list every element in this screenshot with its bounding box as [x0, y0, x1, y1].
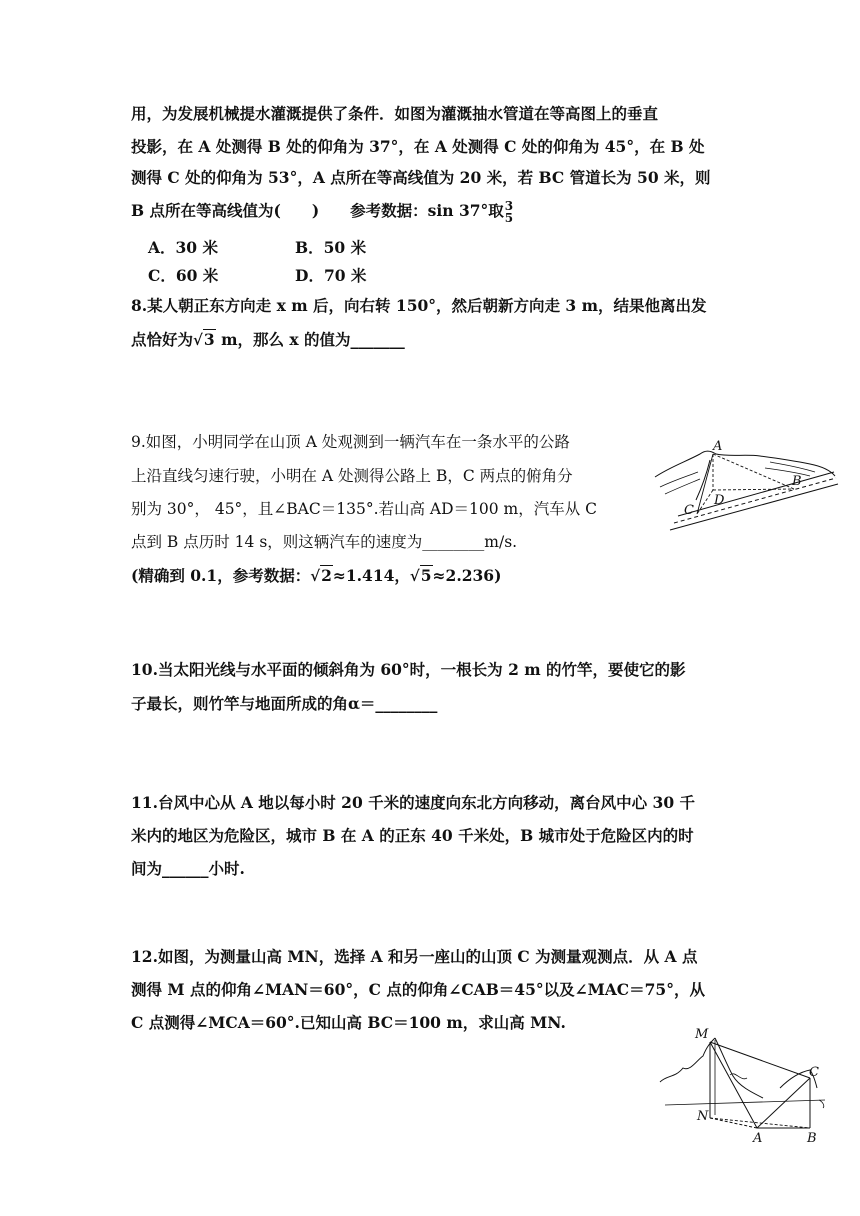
- ground-line: [665, 1100, 825, 1105]
- label-C: C: [684, 503, 694, 518]
- q9-line-4: 点到 B 点历时 14 s，则这辆汽车的速度为________m/s.: [131, 533, 518, 551]
- fraction-numerator: 3: [504, 199, 514, 213]
- q7-line-3: 测得 C 处的仰角为 53°，A 点所在等高线值为 20 米，若 BC 管道长为 50 米，则: [131, 168, 711, 187]
- road-edge-1: [670, 484, 838, 530]
- label-N: N: [697, 1109, 709, 1124]
- q8-line-1: 8.某人朝正东方向走 x m 后，向右转 150°，然后朝新方向走 3 m，结果他离出发: [131, 296, 707, 315]
- q8-line-2: [131, 330, 405, 350]
- label-B: B: [792, 474, 802, 489]
- hill-contour-1: [660, 472, 698, 487]
- q8-line-2-a: 点恰好为: [131, 330, 194, 349]
- sqrt-3-arg: 3: [203, 330, 215, 349]
- line-NB: [710, 1118, 810, 1128]
- left-mountain-outline: [660, 1038, 715, 1082]
- label-M: M: [695, 1027, 709, 1042]
- fraction-3-5: [505, 200, 513, 224]
- q8-line-2-b: m，那么 x 的值为_______: [215, 330, 405, 349]
- q7-line-4-text: B 点所在等高线值为( ) 参考数据：sin 37°取: [131, 201, 504, 220]
- q10-line-2: 子最长，则竹竿与地面所成的角α＝________: [131, 694, 438, 713]
- road-center: [674, 478, 836, 523]
- label-A: A: [753, 1131, 763, 1145]
- line-DB: [713, 489, 794, 490]
- q9-line-3: 别为 30°， 45°，且∠BAC＝135°.若山高 AD＝100 m，汽车从 C: [131, 500, 598, 518]
- line-AC: [757, 1078, 810, 1128]
- sqrt-3: √3: [193, 330, 215, 349]
- q12-line-1: 12.如图，为测量山高 MN，选择 A 和另一座山的山顶 C 为测量观测点．从 A 点: [131, 947, 698, 966]
- sqrt-5: √5: [409, 566, 432, 585]
- q9-line-5-b: ≈1.414，: [332, 566, 410, 585]
- q9-figure: [650, 432, 840, 537]
- hill-outline: [655, 451, 835, 477]
- label-A: A: [713, 439, 723, 454]
- q9-line-5-c: ≈2.236): [432, 566, 502, 585]
- line-AC: [697, 454, 713, 514]
- q12-line-2: 测得 M 点的仰角∠MAN＝60°，C 点的仰角∠CAB＝45°以及∠MAC＝75°，从: [131, 980, 705, 999]
- sqrt-5-arg: 5: [420, 566, 432, 585]
- label-B: B: [807, 1131, 817, 1145]
- q7-line-1: 用，为发展机械提水灌溉提供了条件．如图为灌溉抽水管道在等高图上的垂直: [131, 104, 659, 123]
- line-MA: [710, 1042, 757, 1128]
- q12-line-3: C 点测得∠MCA＝60°.已知山高 BC＝100 m，求山高 MN.: [131, 1013, 566, 1032]
- road-edge-2: [678, 472, 834, 516]
- right-mountain-base: [819, 1100, 824, 1108]
- sqrt-2-arg: 2: [321, 566, 332, 585]
- sqrt-2: √2: [310, 566, 332, 585]
- label-C: C: [809, 1065, 819, 1080]
- q7-line-4: [131, 200, 513, 224]
- q7-option-a[interactable]: A．30 米: [148, 238, 218, 257]
- q9-line-1: 9.如图，小明同学在山顶 A 处观测到一辆汽车在一条水平的公路: [131, 433, 570, 451]
- q9-line-5: [131, 566, 501, 586]
- q7-option-d[interactable]: D．70 米: [295, 266, 367, 285]
- q11-line-1: 11.台风中心从 A 地以每小时 20 千米的速度向东北方向移动，离台风中心 30 千: [131, 793, 696, 812]
- q7-option-c[interactable]: C．60 米: [148, 266, 219, 285]
- q12-figure: [655, 1020, 835, 1145]
- q7-option-b[interactable]: B．50 米: [295, 238, 367, 257]
- q11-line-2: 米内的地区为危险区，城市 B 在 A 的正东 40 千米处，B 城市处于危险区内的时: [131, 826, 694, 845]
- q9-line-5-a: (精确到 0.1，参考数据：: [131, 566, 311, 585]
- q11-line-3: 间为______小时.: [131, 859, 245, 878]
- line-NA: [710, 1118, 757, 1128]
- q9-line-2: 上沿直线匀速行驶，小明在 A 处测得公路上 B，C 两点的俯角分: [131, 467, 573, 485]
- q10-line-1: 10.当太阳光线与水平面的倾斜角为 60°时，一根长为 2 m 的竹竿，要使它的影: [131, 660, 686, 679]
- q7-line-2: 投影，在 A 处测得 B 处的仰角为 37°，在 A 处测得 C 处的仰角为 45°，在 B 处: [131, 137, 705, 156]
- hill-contour-2: [665, 479, 700, 494]
- label-D: D: [714, 493, 725, 508]
- ridge-outline: [715, 1038, 763, 1098]
- fraction-denominator: 5: [504, 211, 514, 225]
